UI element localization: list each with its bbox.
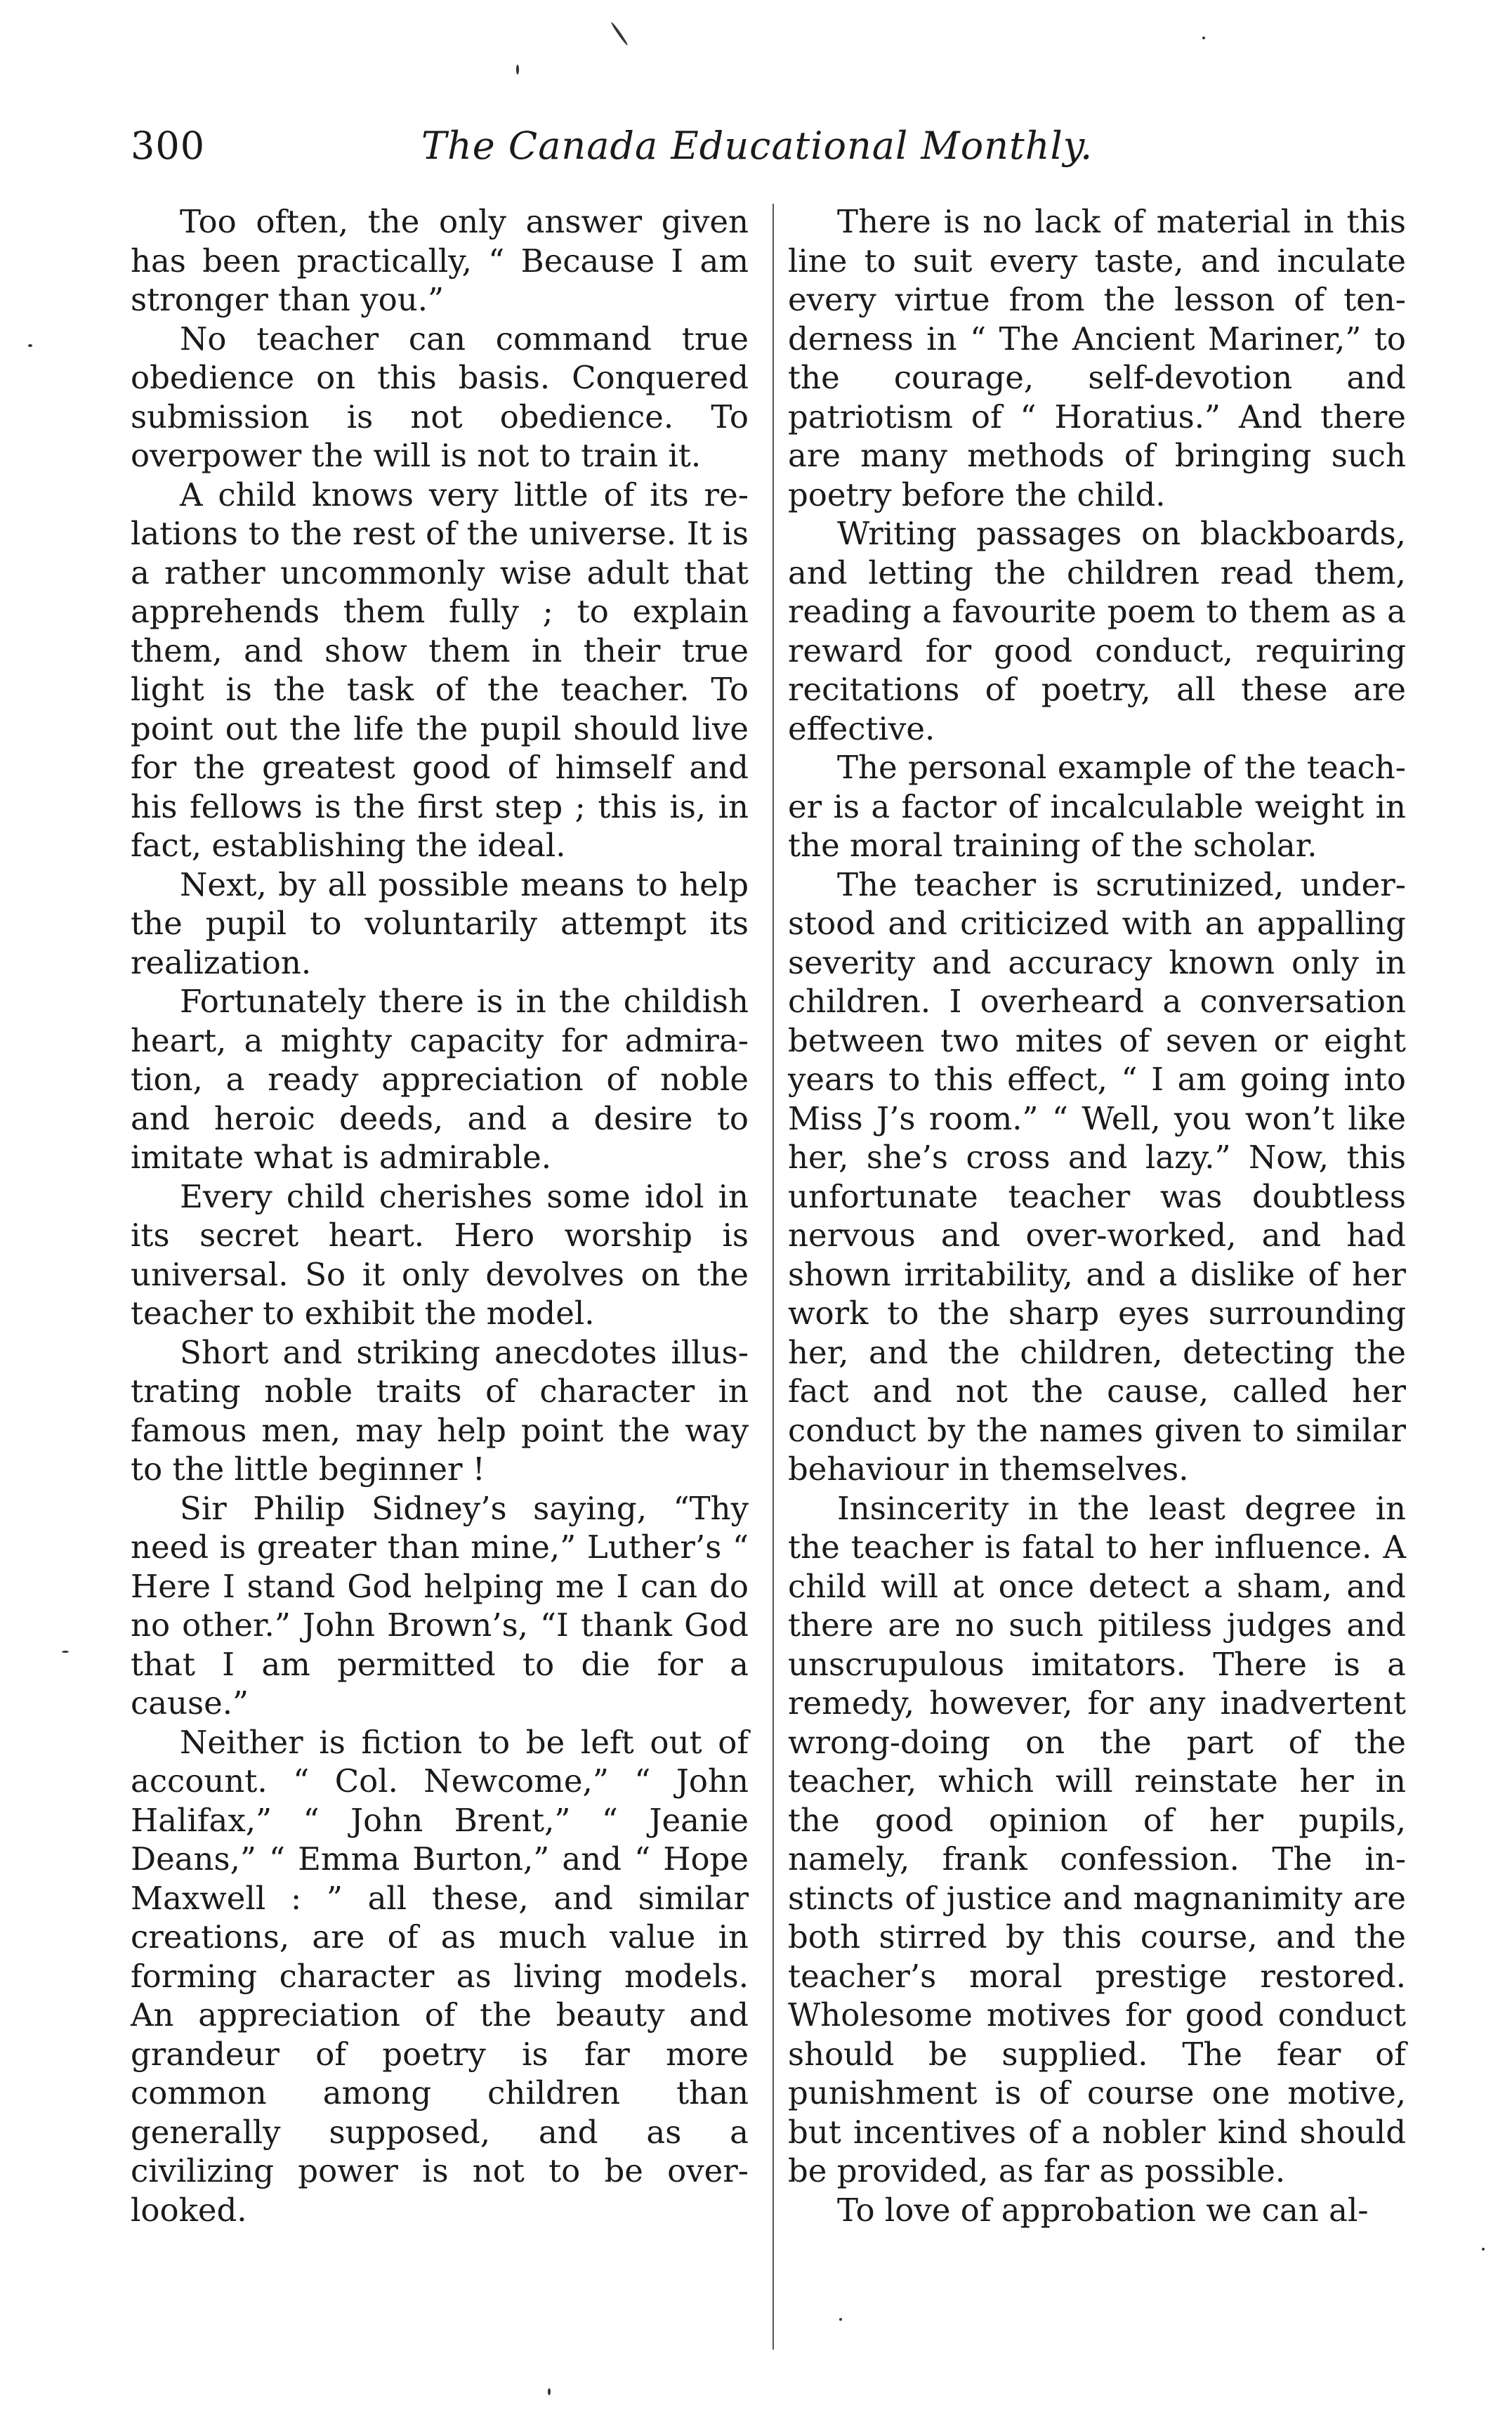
paragraph: There is no lack of material in this line to suit every taste, and inculate every virtue from the lesson of tenderness in “ The Ancient Mariner,” to the courage, self-devotion and patriotism of “ Horatius.” And there are many methods of bringing such poetry before the child. <box>788 203 1406 513</box>
paragraph: Neither is fiction to be left out of account. “ Col. Newcome,” “ John Halifax,” “ John Brent,” “ Jeanie Deans,” “ Emma Burton,” and “ Hope Maxwell : ” all these, and similar creations, are of as much value in forming character as living models. An appreciation of the beauty and grandeur of poetry is far more common among children than generally supposed, and as a civilizing power is not to be overlooked. <box>131 1723 749 2229</box>
scan-speck <box>28 344 32 347</box>
paragraph: Next, by all possible means to help the pupil to voluntarily attempt its realization. <box>131 865 749 981</box>
paragraph: Sir Philip Sidney’s saying, “Thy need is greater than mine,” Luther’s “ Here I stand God helping me I can do no other.” John Brown’s, “I thank God that I am permitted to die for a cause.” <box>131 1489 749 1722</box>
right-column <box>788 202 1406 2229</box>
paragraph: The personal example of the teacher is a factor of incalculable weight in the moral training of the scholar. <box>788 749 1406 864</box>
paragraph: A child knows very little of its relations to the rest of the universe. It is a rather uncommonly wise adult that apprehends them fully ; to explain them, and show them in their true light is the task of the teacher. To point out the life the pupil should live for the greatest good of himself and his fellows is the first step ; this is, in fact, establishing the ideal. <box>131 476 749 864</box>
paragraph: Writing passages on blackboards, and letting the children read them, reading a favourite poem to them as a reward for good conduct, requiring recitations of poetry, all these are effective. <box>788 515 1406 747</box>
paragraph: Fortunately there is in the childish heart, a mighty capacity for admiration, a ready appreciation of noble and heroic deeds, and a desire to imitate what is admirable. <box>131 983 749 1176</box>
scan-speck <box>1482 2248 1485 2251</box>
left-column <box>131 202 749 2229</box>
paragraph: Insincerity in the least degree in the teacher is fatal to her influence. A child will at once detect a sham, and there are no such pitiless judges and unscrupulous imitators. There is a remedy, however, for any inadvertent wrong-doing on the part of the teacher, which will reinstate her in the good opinion of her pupils, namely, frank confession. The instincts of justice and magnanimity are both stirred by this course, and the teacher’s moral prestige restored. Wholesome motives for good conduct should be supplied. The fear of punishment is of course one motive, but incentives of a nobler kind should be provided, as far as possible. <box>788 1489 1406 2189</box>
running-title: The Canada Educational Monthly. <box>421 124 1093 168</box>
paragraph: The teacher is scrutinized, understood and criticized with an appalling severity and accuracy known only in children. I overheard a conversation between two mites of seven or eight years to this effect, “ I am going into Miss J’s room.” “ Well, you won’t like her, she’s cross and lazy.” Now, this unfortunate teacher was doubtless nervous and over-worked, and had shown irritability, and a dislike of her work to the sharp eyes surrounding her, and the children, detecting the fact and not the cause, called her conduct by the names given to similar behaviour in themselves. <box>788 865 1406 1488</box>
scan-speck <box>548 2388 551 2395</box>
paragraph: Too often, the only answer given has been practically, “ Because I am stronger than you.” <box>131 203 749 318</box>
column-divider <box>773 204 774 2350</box>
paragraph: No teacher can command true obedience on this basis. Conquered submission is not obedience. To overpower the will is not to train it. <box>131 320 749 474</box>
scan-speck <box>62 1651 69 1653</box>
paragraph: To love of approbation we can al- <box>837 2191 1369 2229</box>
paragraph: Short and striking anecdotes illustrating noble traits of character in famous men, may help point the way to the little beginner ! <box>131 1333 749 1488</box>
scan-speck <box>1202 37 1205 39</box>
scan-speck <box>610 21 629 46</box>
scan-speck <box>839 2318 842 2321</box>
paragraph: Every child cherishes some idol in its secret heart. Hero worship is universal. So it only devolves on the teacher to exhibit the model. <box>131 1177 749 1332</box>
page-number: 300 <box>131 124 206 168</box>
scan-speck <box>516 65 519 74</box>
